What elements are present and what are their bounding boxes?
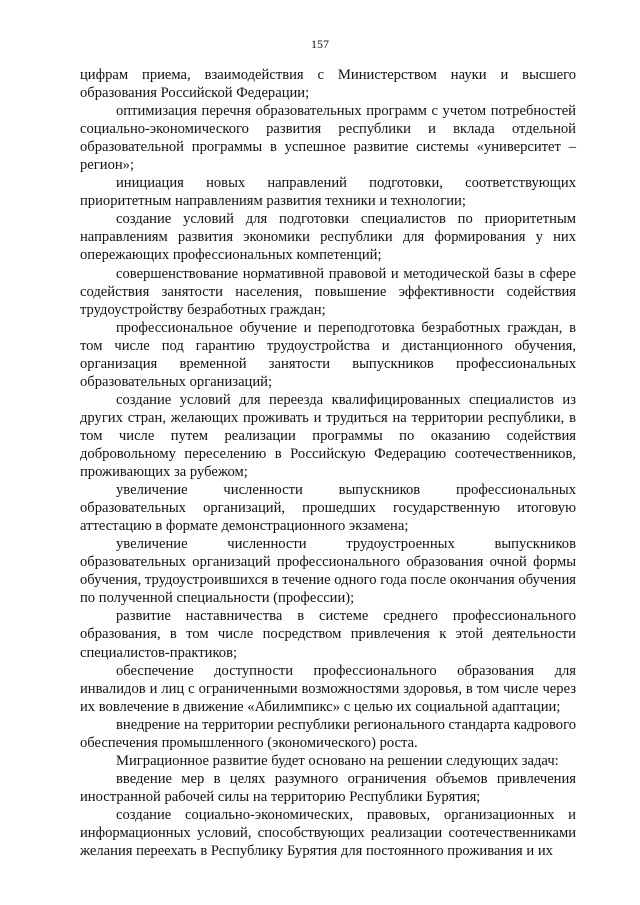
paragraph-continuation: цифрам приема, взаимодействия с Министерством науки и высшего образования Российской Федерации; <box>80 67 576 102</box>
paragraph: развитие наставничества в системе среднего профессионального образования, в том числе посредством привлечения к этой деятельности специалистов-практиков; <box>80 608 576 661</box>
document-body <box>80 66 576 860</box>
paragraph: введение мер в целях разумного ограничения объемов привлечения иностранной рабочей силы на территорию Республики Бурятия; <box>80 770 576 805</box>
paragraph: Миграционное развитие будет основано на решении следующих задач: <box>116 752 559 769</box>
paragraph: увеличение численности трудоустроенных выпускников образовательных организаций профессионального образования очной формы обучения, трудоустроившихся в течение одного года после окончания обучения по полученной специальности (профессии); <box>80 536 576 607</box>
page-number: 157 <box>311 37 329 51</box>
paragraph: профессиональное обучение и переподготовка безработных граждан, в том числе под гарантию трудоустройства и дистанционного обучения, организация временной занятости выпускников профессиональных образовательных организаций; <box>80 319 576 390</box>
paragraph: внедрение на территории республики регионального стандарта кадрового обеспечения промышленного (экономического) роста. <box>80 716 576 751</box>
paragraph: увеличение численности выпускников профессиональных образовательных организаций, прошедших государственную итоговую аттестацию в формате демонстрационного экзамена; <box>80 482 576 535</box>
paragraph: создание условий для подготовки специалистов по приоритетным направлениям развития экономики республики для формирования у них опережающих профессиональных компетенций; <box>80 211 576 264</box>
paragraph: оптимизация перечня образовательных программ с учетом потребностей социально-экономического развития республики и вклада отдельной образовательной программы в успешное развитие системы «университет – регион»; <box>80 103 576 174</box>
paragraph: создание условий для переезда квалифицированных специалистов из других стран, желающих проживать и трудиться на территории республики, в том числе путем реализации программы по оказанию содействия добровольному переселению в Российскую Федерацию соотечественников, проживающих за рубежом; <box>80 391 576 481</box>
paragraph: обеспечение доступности профессионального образования для инвалидов и лиц с ограниченными возможностями здоровья, в том числе через их вовлечение в движение «Абилимпикс» с целью их социальной адаптации; <box>80 662 576 715</box>
paragraph: создание социально-экономических, правовых, организационных и информационных условий, способствующих реализации соотечественниками желания переехать в Республику Бурятия для постоянного проживания и их <box>80 806 576 860</box>
paragraph: инициация новых направлений подготовки, соответствующих приоритетным направлениям развития техники и технологии; <box>80 175 576 210</box>
paragraph: совершенствование нормативной правовой и методической базы в сфере содействия занятости населения, повышение эффективности содействия трудоустройству безработных граждан; <box>80 265 576 318</box>
